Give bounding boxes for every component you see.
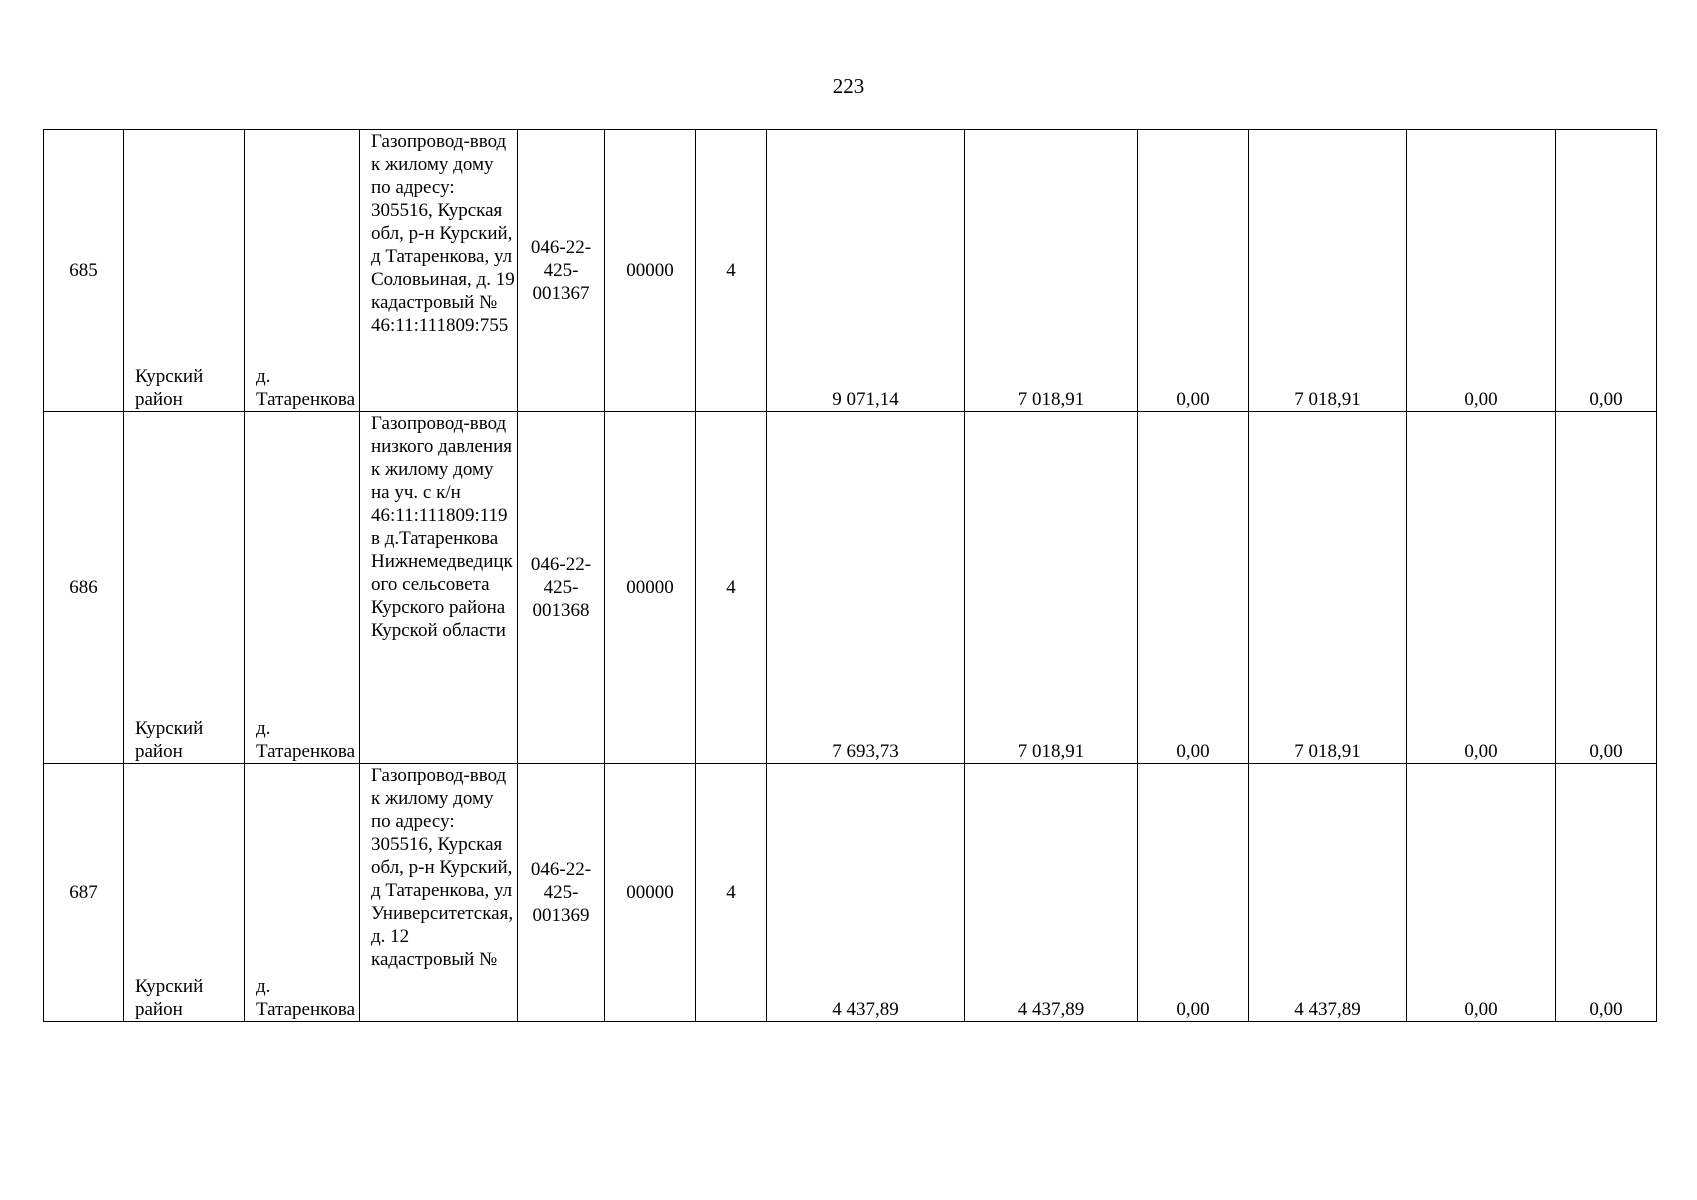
value-cell-1: 7 693,73 <box>767 412 965 764</box>
object-description-cell: Газопровод-ввод к жилому дому по адресу: 305516, Курская обл, р-н Курский, д Татаренкова, ул Соловьиная, д. 19 кадастровый № 46:11:111809:755 <box>360 130 518 412</box>
zero-code-cell: 00000 <box>605 130 696 412</box>
locality-cell: д. Татаренкова <box>245 764 360 1022</box>
value-cell-4: 7 018,91 <box>1249 412 1407 764</box>
value-cell-3: 0,00 <box>1138 130 1249 412</box>
value-cell-2: 7 018,91 <box>965 412 1138 764</box>
district-cell: Курский район <box>124 412 245 764</box>
value-cell-5: 0,00 <box>1407 130 1556 412</box>
value-cell-2: 4 437,89 <box>965 764 1138 1022</box>
district-cell: Курский район <box>124 764 245 1022</box>
value-cell-5: 0,00 <box>1407 764 1556 1022</box>
locality-cell: д. Татаренкова <box>245 130 360 412</box>
registry-code-cell: 046-22-425-001368 <box>518 412 605 764</box>
value-cell-6: 0,00 <box>1556 412 1657 764</box>
table-row <box>44 764 1657 1022</box>
row-number: 686 <box>44 412 124 764</box>
object-description-cell: Газопровод-ввод низкого давления к жилому дому на уч. с к/н 46:11:111809:119 в д.Татаренкова Нижнемедведицкого сельсовета Курского района Курской области <box>360 412 518 764</box>
quantity-cell: 4 <box>696 130 767 412</box>
quantity-cell: 4 <box>696 764 767 1022</box>
table-row <box>44 130 1657 412</box>
row-number: 685 <box>44 130 124 412</box>
table-row <box>44 412 1657 764</box>
quantity-cell: 4 <box>696 412 767 764</box>
value-cell-6: 0,00 <box>1556 130 1657 412</box>
value-cell-3: 0,00 <box>1138 764 1249 1022</box>
value-cell-4: 7 018,91 <box>1249 130 1407 412</box>
district-cell: Курский район <box>124 130 245 412</box>
row-number: 687 <box>44 764 124 1022</box>
zero-code-cell: 00000 <box>605 764 696 1022</box>
object-description-cell: Газопровод-ввод к жилому дому по адресу: 305516, Курская обл, р-н Курский, д Татаренкова, ул Университетская, д. 12 кадастровый № <box>360 764 518 1022</box>
locality-cell: д. Татаренкова <box>245 412 360 764</box>
value-cell-5: 0,00 <box>1407 412 1556 764</box>
value-cell-6: 0,00 <box>1556 764 1657 1022</box>
page-number: 223 <box>832 74 865 98</box>
value-cell-2: 7 018,91 <box>965 130 1138 412</box>
registry-code-cell: 046-22-425-001369 <box>518 764 605 1022</box>
value-cell-1: 9 071,14 <box>767 130 965 412</box>
value-cell-1: 4 437,89 <box>767 764 965 1022</box>
registry-code-cell: 046-22-425-001367 <box>518 130 605 412</box>
value-cell-4: 4 437,89 <box>1249 764 1407 1022</box>
value-cell-3: 0,00 <box>1138 412 1249 764</box>
zero-code-cell: 00000 <box>605 412 696 764</box>
registry-table <box>43 129 1657 1022</box>
